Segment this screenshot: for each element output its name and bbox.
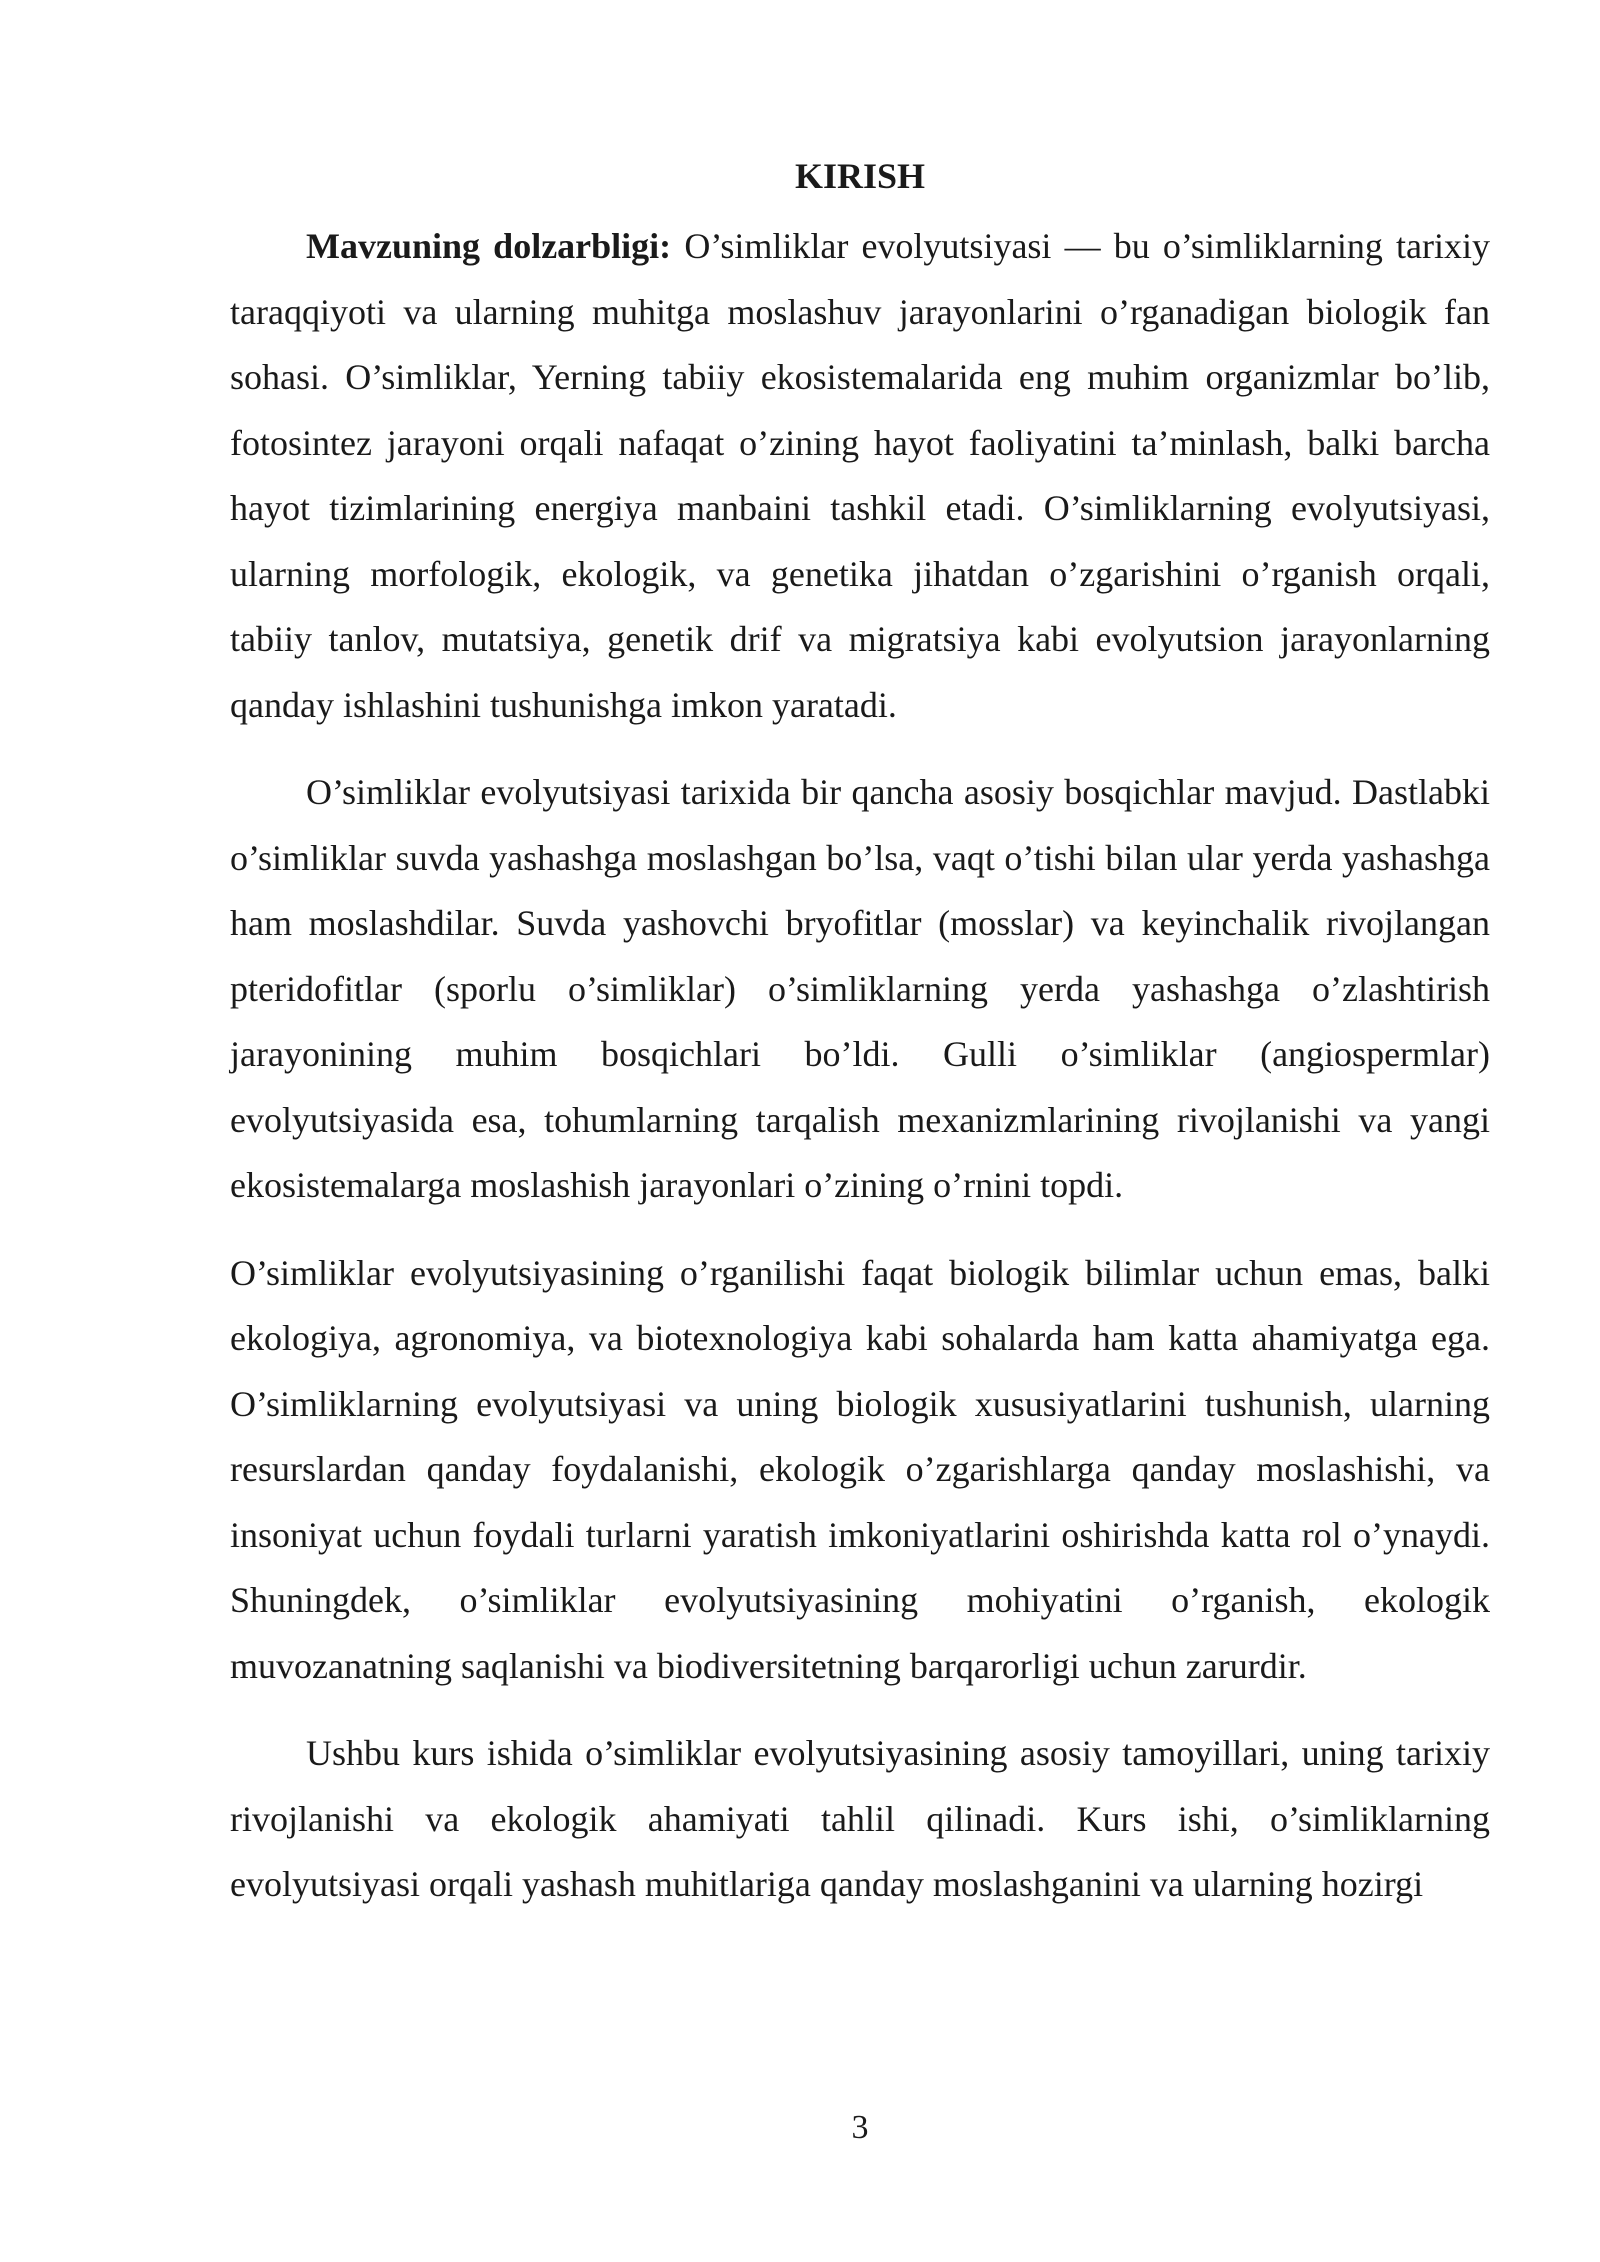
paragraph-relevance: [230, 214, 1490, 738]
paragraph-stages: O’simliklar evolyutsiyasi tarixida bir qancha asosiy bosqichlar mavjud. Dastlabki o’simliklar suvda yashashga moslashgan bo’lsa, vaqt o’tishi bilan ular yerda yashashga ham moslashdilar. Suvda yashovchi bryofitlar (mosslar) va keyinchalik rivojlangan pteridofitlar (sporlu o’simliklar) o’simliklarning yerda yashashga o’zlashtirish jarayonining muhim bosqichlari bo’ldi. Gulli o’simliklar (angiospermlar) evolyutsiyasida esa, tohumlarning tarqalish mexanizmlarining rivojlanishi va yangi ekosistemalarga moslashish jarayonlari o’zining o’rnini topdi.: [230, 772, 1490, 1205]
page-content: [230, 150, 1490, 1918]
page-number: 3: [851, 2109, 869, 2146]
paragraph-importance: O’simliklar evolyutsiyasining o’rganilishi faqat biologik bilimlar uchun emas, balki ekologiya, agronomiya, va biotexnologiya kabi sohalarda ham katta ahamiyatga ega. O’simliklarning evolyutsiyasi va uning biologik xususiyatlarini tushunish, ularning resurslardan qanday foydalanishi, ekologik o’zgarishlarga qanday moslashishi, va insoniyat uchun foydali turlarni yaratish imkoniyatlarini oshirishda katta rol o’ynaydi. Shuningdek, o’simliklar evolyutsiyasining mohiyatini o’rganish, ekologik muvozanatning saqlanishi va biodiversitetning barqarorligi uchun zarurdir.: [230, 1252, 1490, 1686]
paragraph-text: O’simliklar evolyutsiyasi — bu o’simliklarning tarixiy taraqqiyoti va ularning muhitga moslashuv jarayonlarini o’rganadigan biologik fan sohasi. O’simliklar, Yerning tabiiy ekosistemalarida eng muhim organizmlar bo’lib, fotosintez jarayoni orqali nafaqat o’zining hayot faoliyatini ta’minlash, balki barcha hayot tizimlarining energiya manbaini tashkil etadi. O’simliklarning evolyutsiyasi, ularning morfologik, ekologik, va genetika jihatdan o’zgarishini o’rganish orqali, tabiiy tanlov, mutatsiya, genetik drif va migratsiya kabi evolyutsion jarayonlarning qanday ishlashini tushunishga imkon yaratadi.: [230, 226, 1490, 725]
page-title: KIRISH: [794, 156, 926, 196]
paragraph-course-work: Ushbu kurs ishida o’simliklar evolyutsiyasining asosiy tamoyillari, uning tarixiy rivojlanishi va ekologik ahamiyati tahlil qilinadi. Kurs ishi, o’simliklarning evolyutsiyasi orqali yashash muhitlariga qanday moslashganini va ularning hozirgi: [230, 1733, 1490, 1904]
paragraph-lead: Mavzuning dolzarbligi:: [306, 226, 672, 266]
